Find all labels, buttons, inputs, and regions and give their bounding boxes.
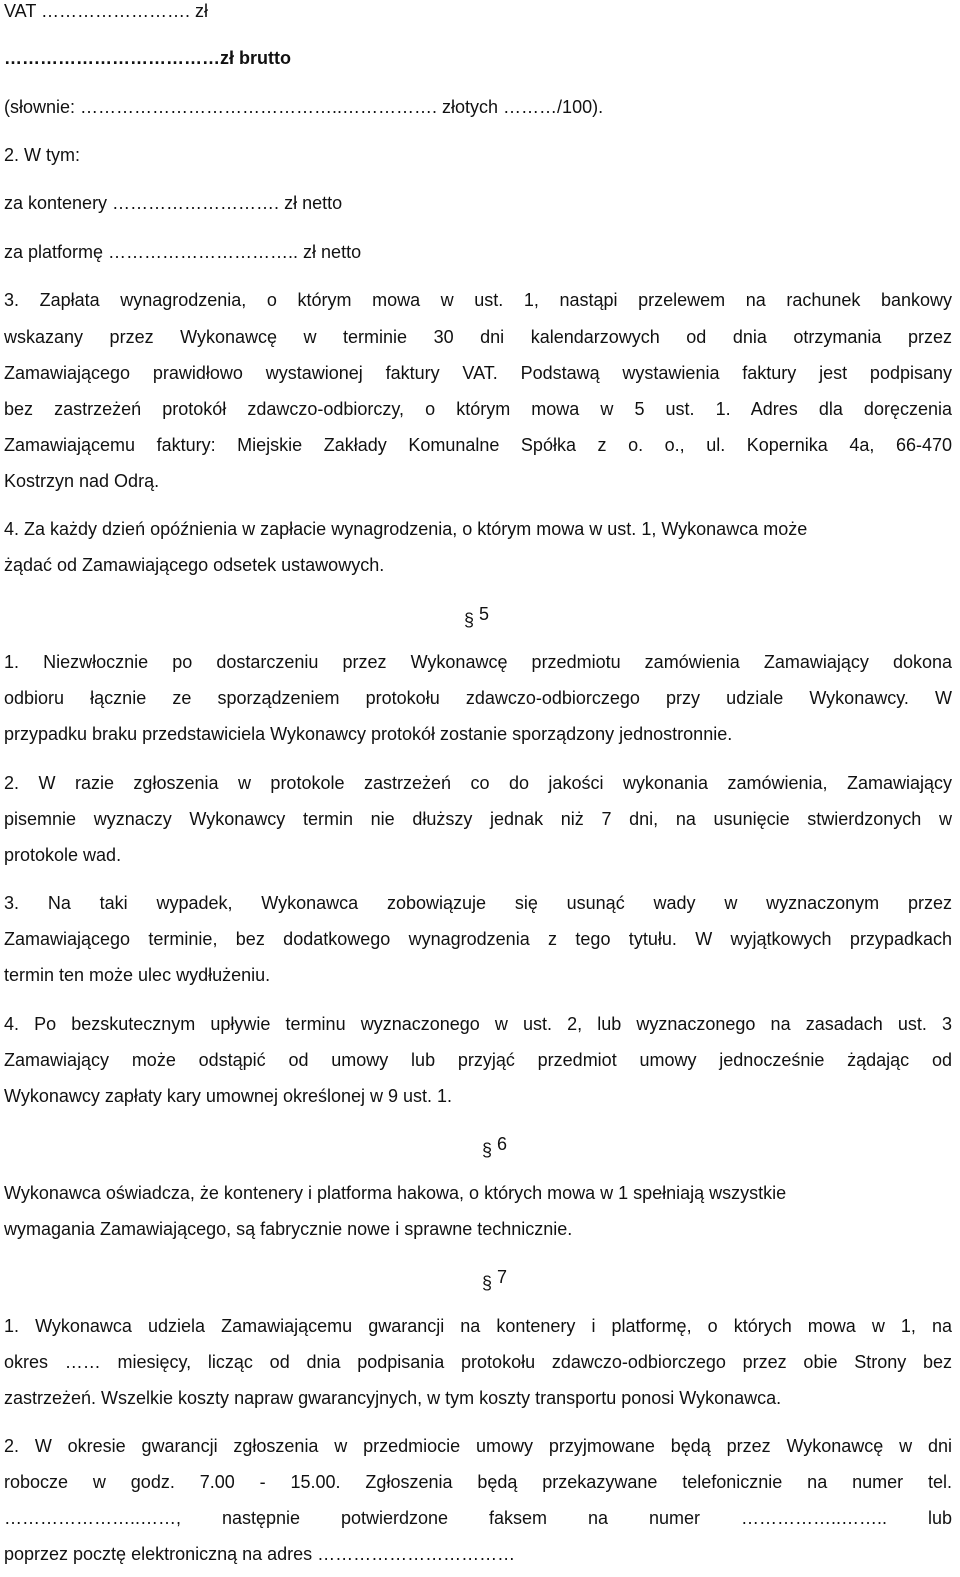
s7-p2-line-2: robocze w godz. 7.00 - 15.00. Zgłoszenia będą przekazywane telefonicznie na numer tel.: [4, 1472, 952, 1492]
s7-p2-line-4: poprzez pocztę elektroniczną na adres ……………………………: [4, 1544, 516, 1564]
section-sign-icon: §: [464, 610, 475, 630]
vat-line: VAT ……………………. zł: [4, 1, 209, 21]
section-sign-icon: §: [482, 1140, 493, 1160]
s7-p2-line-1: 2. W okresie gwarancji zgłoszenia w przedmiocie umowy przyjmowane będą przez Wykonawcę w dni: [4, 1436, 952, 1456]
s6-line-2: wymagania Zamawiającego, są fabrycznie nowe i sprawne technicznie.: [4, 1219, 573, 1239]
s5-p2-line-1: 2. W razie zgłoszenia w protokole zastrzeżeń co do jakości wykonania zamówienia, Zamawiający: [4, 773, 952, 793]
s7-p1-line-3: zastrzeżeń. Wszelkie koszty napraw gwarancyjnych, w tym koszty transportu ponosi Wykonawca.: [4, 1388, 782, 1408]
p3-line-2: wskazany przez Wykonawcę w terminie 30 dni kalendarzowych od dnia otrzymania przez: [4, 327, 952, 347]
s5-p3-line-3: termin ten może ulec wydłużeniu.: [4, 965, 271, 985]
p3-line-1: 3. Zapłata wynagrodzenia, o którym mowa w ust. 1, nastąpi przelewem na rachunek bankowy: [4, 290, 952, 310]
s5-p4-line-3: Wykonawcy zapłaty kary umownej określonej w 9 ust. 1.: [4, 1086, 453, 1106]
s5-p3-line-2: Zamawiającego terminie, bez dodatkowego wynagrodzenia z tego tytułu. W wyjątkowych przypadkach: [4, 929, 952, 949]
kontenery-line: za kontenery ………………………. zł netto: [4, 193, 343, 213]
section-number: 7: [497, 1267, 508, 1287]
s5-p4-line-2: Zamawiający może odstąpić od umowy lub przyjąć przedmiot umowy jednocześnie żądając od: [4, 1050, 952, 1070]
section-number: 5: [479, 604, 490, 624]
slownie-line: (słownie: ……………………………………..……………. złotych ………/100).: [4, 97, 604, 117]
wtym-line: 2. W tym:: [4, 145, 80, 165]
s5-p4-line-1: 4. Po bezskutecznym upływie terminu wyznaczonego w ust. 2, lub wyznaczonego na zasadach ust. 3: [4, 1014, 952, 1034]
p4-line-2: żądać od Zamawiającego odsetek ustawowych.: [4, 555, 385, 575]
s7-p1-line-1: 1. Wykonawca udziela Zamawiającemu gwarancji na kontenery i platformę, o których mowa w 1, na: [4, 1316, 952, 1336]
section-number: 6: [497, 1134, 508, 1154]
p3-line-5: Zamawiającemu faktury: Miejskie Zakłady Komunalne Spółka z o. o., ul. Kopernika 4a, 66-470: [4, 435, 952, 455]
s5-p2-line-2: pisemnie wyznaczy Wykonawcy termin nie dłuższy jednak niż 7 dni, na usunięcie stwierdzonych w: [4, 809, 952, 829]
s5-p1-line-1: 1. Niezwłocznie po dostarczeniu przez Wykonawcę przedmiotu zamówienia Zamawiający dokona: [4, 652, 952, 672]
s5-p3-line-1: 3. Na taki wypadek, Wykonawca zobowiązuje się usunąć wady w wyznaczonym przez: [4, 893, 952, 913]
p3-line-3: Zamawiającego prawidłowo wystawionej faktury VAT. Podstawą wystawienia faktury jest podpisany: [4, 363, 952, 383]
section-heading-7: [482, 1266, 508, 1293]
s7-p1-line-2: okres …… miesięcy, licząc od dnia podpisania protokołu zdawczo-odbiorczego przez obie Strony bez: [4, 1352, 952, 1372]
platforma-line: za platformę ………………………….. zł netto: [4, 242, 362, 262]
section-sign-icon: §: [482, 1273, 493, 1293]
brutto-line: ………………………………zł brutto: [4, 48, 291, 68]
section-heading-6: [482, 1133, 508, 1160]
p3-line-6: Kostrzyn nad Odrą.: [4, 471, 160, 491]
p3-line-4: bez zastrzeżeń protokół zdawczo-odbiorczy, o którym mowa w 5 ust. 1. Adres dla doręczenia: [4, 399, 952, 419]
s5-p1-line-2: odbioru łącznie ze sporządzeniem protokołu zdawczo-odbiorczego przy udziale Wykonawcy. W: [4, 688, 952, 708]
p4-line-1: 4. Za każdy dzień opóźnienia w zapłacie wynagrodzenia, o którym mowa w ust. 1, Wykonawca może: [4, 519, 808, 539]
s5-p1-line-3: przypadku braku przedstawiciela Wykonawcy protokół zostanie sporządzony jednostronnie.: [4, 724, 733, 744]
s5-p2-line-3: protokole wad.: [4, 845, 122, 865]
s7-p2-line-3: …………………..……, następnie potwierdzone faksem na numer ……………..…….. lub: [4, 1508, 952, 1528]
s6-line-1: Wykonawca oświadcza, że kontenery i platforma hakowa, o których mowa w 1 spełniają wszystkie: [4, 1183, 787, 1203]
section-heading-5: [464, 603, 490, 630]
